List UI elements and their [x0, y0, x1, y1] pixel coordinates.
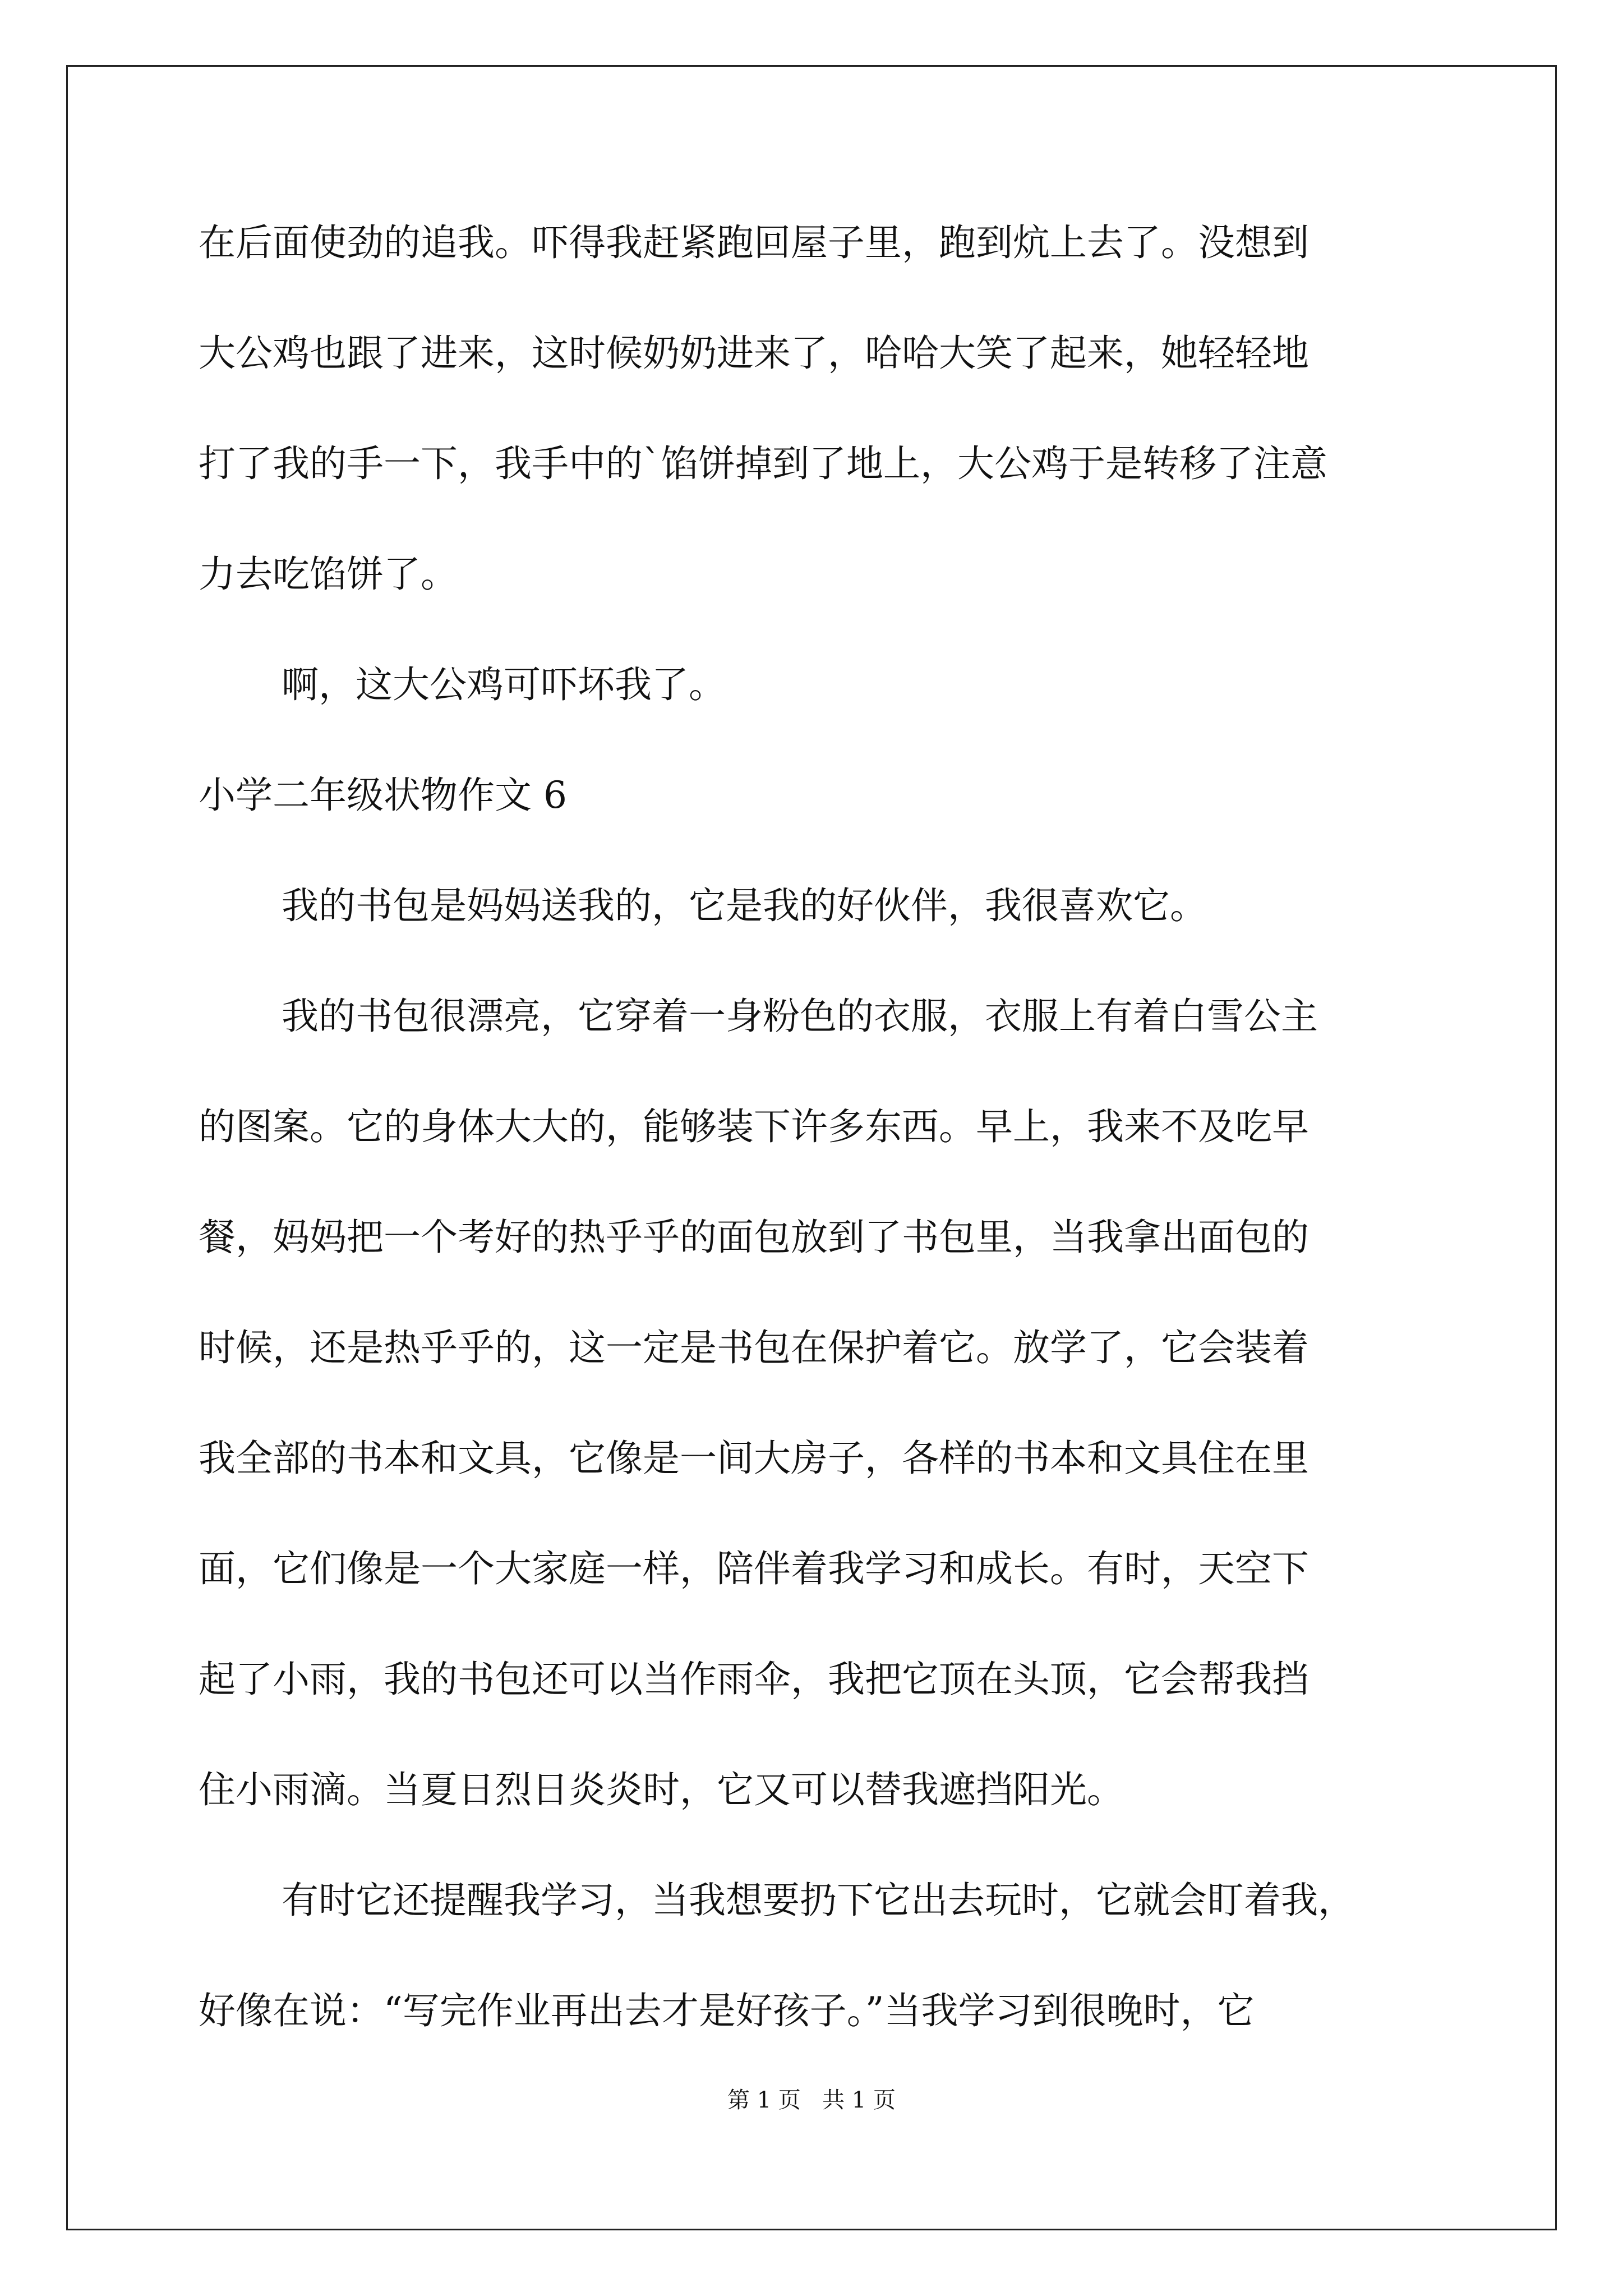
text-line: 餐，妈妈把一个考好的热乎乎的面包放到了书包里，当我拿出面包的 — [199, 1216, 1309, 1259]
paragraph-line: 有时它还提醒我学习，当我想要扔下它出去玩时，它就会盯着我， — [282, 1879, 1355, 1922]
text-line: 时候，还是热乎乎的，这一定是书包在保护着它。放学了，它会装着 — [199, 1326, 1309, 1369]
page-number: 第 1 页 共 1 页 — [727, 2087, 896, 2113]
text-line: 面，它们像是一个大家庭一样，陪伴着我学习和成长。有时，天空下 — [199, 1547, 1309, 1590]
text-line: 力去吃馅饼了。 — [199, 553, 458, 596]
paragraph-line: 啊，这大公鸡可吓坏我了。 — [282, 663, 726, 706]
text-line: 在后面使劲的追我。吓得我赶紧跑回屋子里，跑到炕上去了。没想到 — [199, 221, 1309, 264]
text-line: 的图案。它的身体大大的，能够装下许多东西。早上，我来不及吃早 — [199, 1105, 1309, 1148]
section-heading: 小学二年级状物作文 6 — [199, 774, 567, 817]
text-line: 起了小雨，我的书包还可以当作雨伞，我把它顶在头顶，它会帮我挡 — [199, 1658, 1309, 1701]
text-line: 好像在说：“写完作业再出去才是好孩子。”当我学习到很晚时，它 — [199, 1989, 1255, 2032]
paragraph-line: 我的书包很漂亮，它穿着一身粉色的衣服，衣服上有着白雪公主 — [282, 995, 1318, 1038]
document-body — [199, 221, 1438, 2103]
text-line: 打了我的手一下，我手中的`馅饼掉到了地上，大公鸡于是转移了注意 — [199, 442, 1327, 485]
text-line: 住小雨滴。当夏日烈日炎炎时，它又可以替我遮挡阳光。 — [199, 1768, 1124, 1811]
paragraph-line: 我的书包是妈妈送我的，它是我的好伙伴，我很喜欢它。 — [282, 884, 1207, 927]
text-line: 大公鸡也跟了进来，这时候奶奶进来了，哈哈大笑了起来，她轻轻地 — [199, 332, 1309, 375]
text-line: 我全部的书本和文具，它像是一间大房子，各样的书本和文具住在里 — [199, 1437, 1309, 1480]
